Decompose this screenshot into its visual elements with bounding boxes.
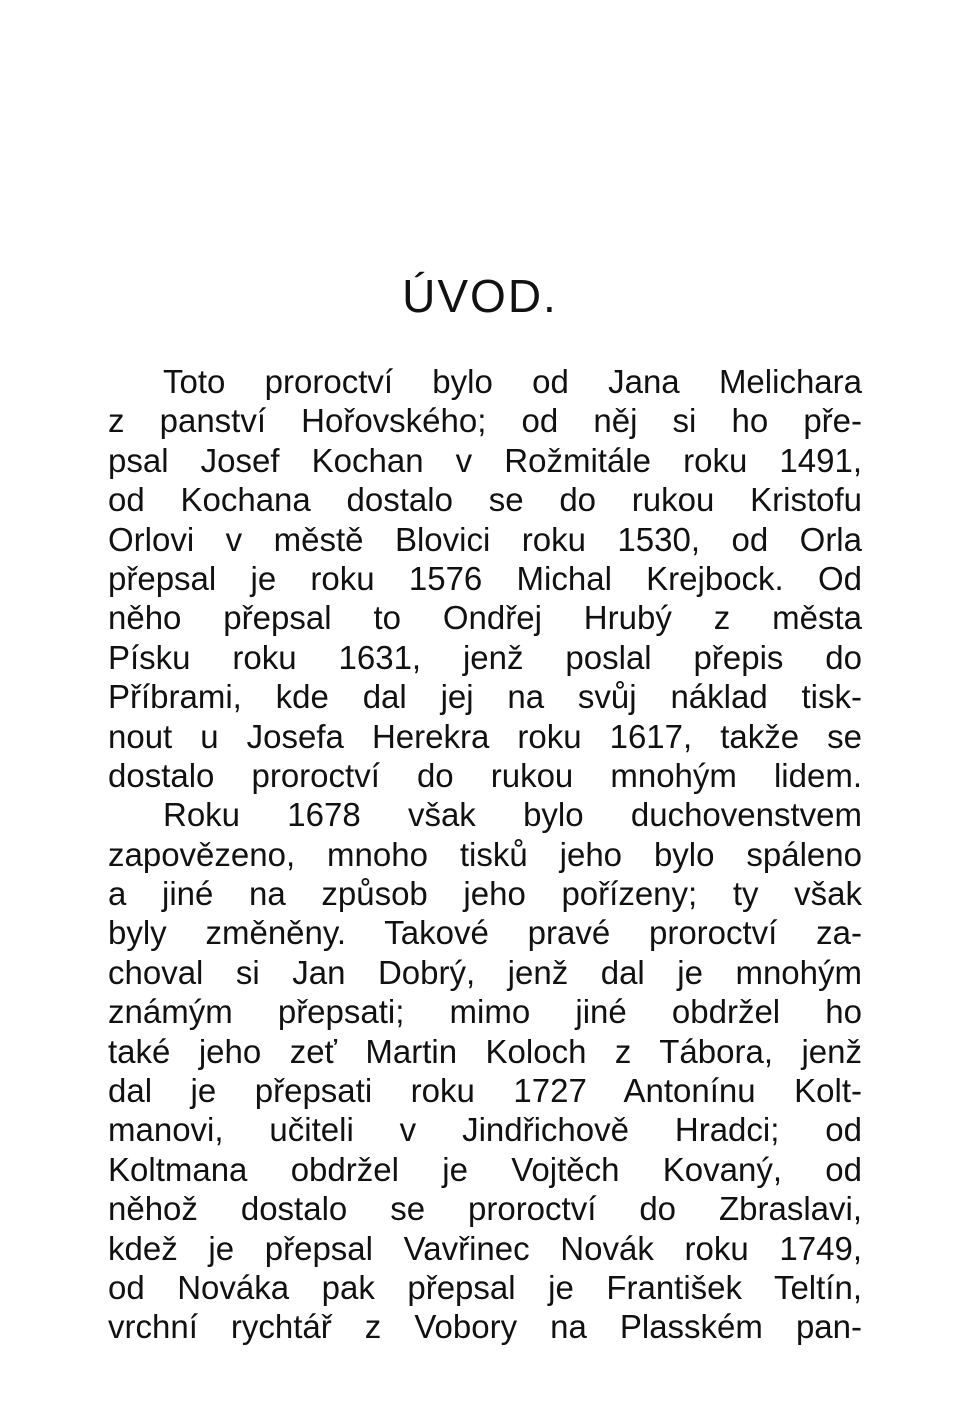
text-line: přepsal je roku 1576 Michal Krejbock. Od — [108, 559, 862, 597]
text-line: Koltmana obdržel je Vojtěch Kovaný, od — [108, 1150, 862, 1188]
text-line: Písku roku 1631, jenž poslal přepis do — [108, 638, 862, 676]
text-line: Roku 1678 však bylo duchovenstvem — [163, 796, 862, 834]
text-line: Příbrami, kde dal jej na svůj náklad tisk- — [108, 678, 862, 716]
body-text — [108, 362, 862, 1347]
text-line: něhož dostalo se proroctví do Zbraslavi, — [108, 1190, 862, 1228]
text-line: dostalo proroctví do rukou mnohým lidem. — [108, 756, 862, 794]
text-line: Toto proroctví bylo od Jana Melichara — [163, 363, 862, 400]
chapter-title: ÚVOD. — [402, 270, 558, 322]
text-line: choval si Jan Dobrý, jenž dal je mnohým — [108, 953, 862, 991]
text-line: od Nováka pak přepsal je František Teltín, — [108, 1268, 862, 1306]
text-line: Orlovi v městě Blovici roku 1530, od Orla — [108, 520, 862, 558]
text-line: známým přepsati; mimo jiné obdržel ho — [108, 993, 862, 1031]
text-line: zapovězeno, mnoho tisků jeho bylo spáleno — [108, 835, 862, 873]
text-line: něho přepsal to Ondřej Hrubý z města — [108, 599, 862, 637]
text-line: manovi, učiteli v Jindřichově Hradci; od — [108, 1111, 862, 1149]
text-line: od Kochana dostalo se do rukou Kristofu — [108, 481, 862, 519]
text-line: psal Josef Kochan v Rožmitále roku 1491, — [108, 441, 862, 479]
text-line: kdež je přepsal Vavřinec Novák roku 1749, — [108, 1229, 862, 1267]
text-line: z panství Hořovského; od něj si ho pře- — [108, 402, 862, 440]
text-line: nout u Josefa Herekra roku 1617, takže se — [108, 717, 862, 755]
text-line: byly změněny. Takové pravé proroctví za- — [108, 914, 862, 952]
text-line: vrchní rychtář z Vobory na Plasském pan- — [108, 1308, 862, 1346]
text-line: a jiné na způsob jeho pořízeny; ty však — [108, 875, 862, 913]
text-line: také jeho zeť Martin Koloch z Tábora, jenž — [108, 1032, 862, 1070]
text-line: dal je přepsati roku 1727 Antonínu Kolt- — [108, 1072, 862, 1110]
